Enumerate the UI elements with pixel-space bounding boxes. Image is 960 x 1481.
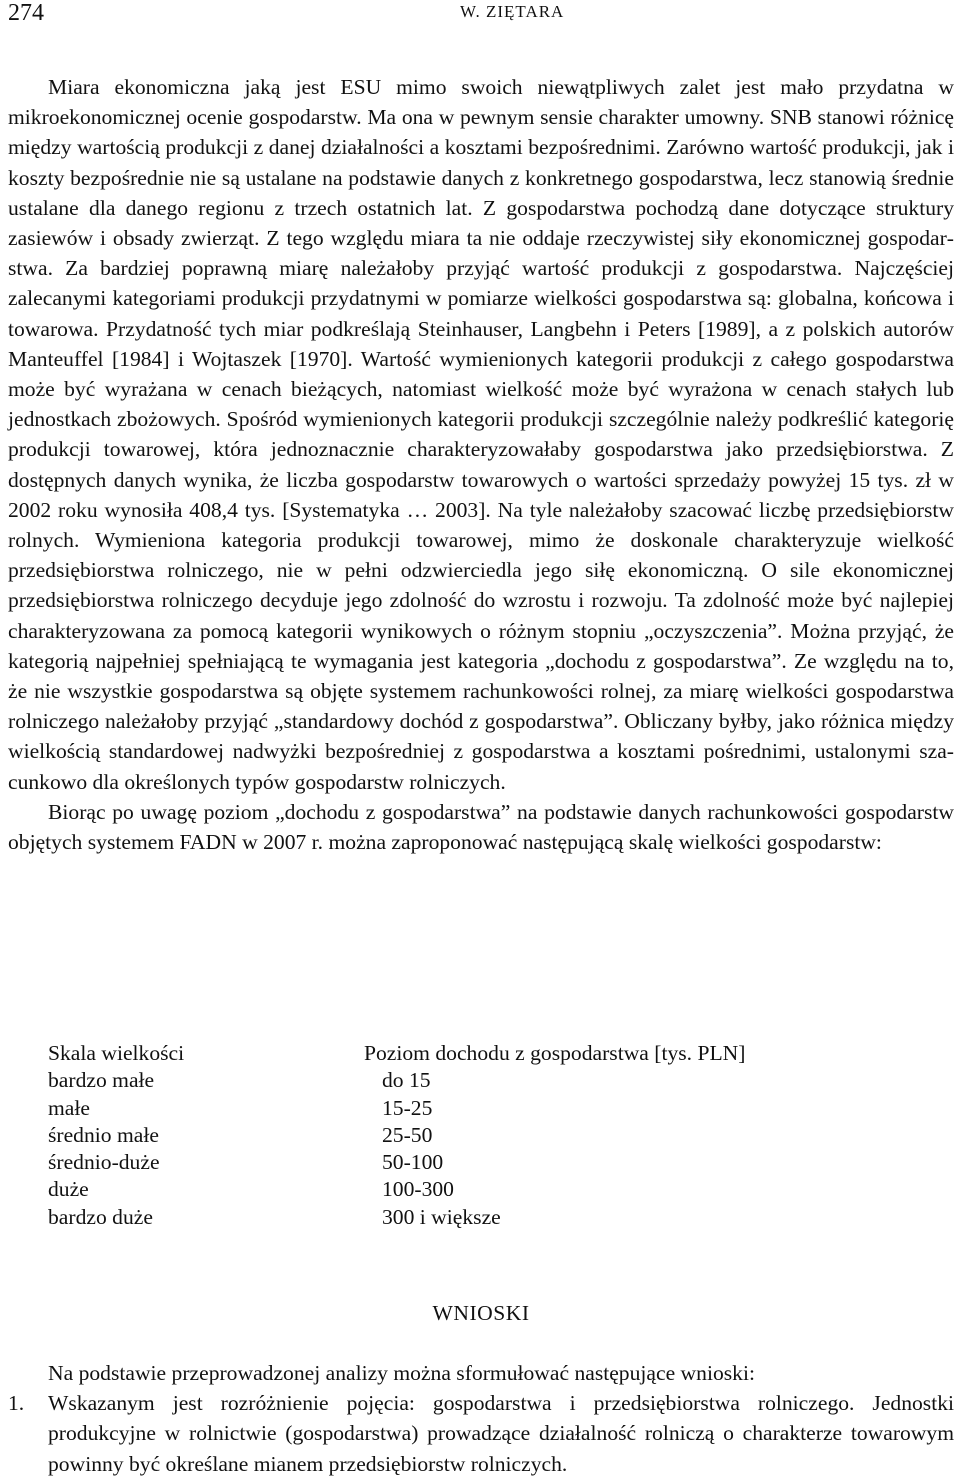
paragraph-esu-discussion: Miara ekonomiczna jaką jest ESU mimo swoich niewątpliwych zalet jest mało przydatna w mikroekonomicznej ocenie gospodarstw. Ma ona w pewnym sensie charakter umowny. SNB stanowi różnicę między wartością produkcji z danej działalności a kosztami bezpośrednimi. Zarówno wartość produkcji, jak i koszty bezpośrednie nie są ustalane na podstawie danych z konkretnego gospodarstwa, lecz stanowią średnie ustalane dla danego regionu z trzech ostatnich lat. Z gospodarstwa pochodzą dane dotyczące struktury zasiewów i obsady zwierząt. Z tego względu miara ta nie oddaje rzeczywistej siły ekonomicznej gospodarstwa. Za bardziej poprawną miarę należałoby przyjąć wartość produkcji z gospodarstwa. Najczęściej zalecanymi kategoriami produkcji przydatnymi w pomiarze wielkości gospodarstwa są: globalna, końcowa i towarowa. Przydatność tych miar podkreślają Steinhauser, Langbehn i Peters [1989], a z polskich autorów Manteuffel [1984] i Wojtaszek [1970]. Wartość wymienionych kategorii produkcji z całego gospodarstwa może być wyrażana w cenach bieżących, natomiast wielkość może być wyrażona w cenach stałych lub jednostkach zbożowych. Spośród wymienionych kategorii produkcji szczególnie należy podkreślić kategorię produkcji towarowej, która jednoznacznie charakteryzowałaby gospodarstwa jako przedsiębiorstwa. Z dostępnych danych wynika, że liczba gospodarstw towarowych o wartości sprzedaży powyżej 15 tys. zł w 2002 roku wynosiła 408,4 tys. [Systematyka … 2003]. Na tyle należałoby szacować liczbę przedsiębiorstw rolnych. Wymieniona kategoria produkcji towarowej, mimo że doskonale charakteryzuje wielkość przedsiębiorstwa rolniczego, nie w pełni odzwierciedla jego siłę ekonomiczną. O sile ekonomicznej przedsiębiorstwa rolniczego decyduje jego zdolność do wzrostu i rozwoju. Ta zdolność może być najlepiej charakteryzowana za pomocą kategorii wynikowych o różnym stopniu „oczyszczenia”. Można przyjąć, że kategorią najpełniej spełniającą te wymagania jest kategoria „dochodu z gospodarstwa”. Ze względu na to, że nie wszystkie gospodarstwa są objęte systemem rachunkowości rolnej, za miarę wielkości gospodarstwa rolniczego należałoby przyjąć „standardowy dochód z gospodarstwa”. Obliczany byłby, jako różnica między wielkością standardowej nadwyżki bezpośredniej z gospodarstwa a kosztami pośrednimi, ustalonymi szacunkowo dla określonych typów gospodarstw rolniczych. xyxy=(8,75,954,794)
size-scale-table xyxy=(48,1040,868,1231)
table-cell-income: 50-100 xyxy=(382,1150,444,1175)
table-cell-size: małe xyxy=(48,1095,90,1120)
table-cell-income: 100-300 xyxy=(382,1177,454,1202)
table-cell-size: bardzo duże xyxy=(48,1204,153,1229)
page-header xyxy=(8,0,954,30)
table-cell-size: średnio małe xyxy=(48,1122,159,1147)
list-item-text: Wskazanym jest rozróżnienie pojęcia: gospodarstwa i przedsiębiorstwa rolniczego. Jednostki produkcyjne w rolnictwie (gospodarstwa) prowadzące działalność rolniczą o charakterze towarowym powinny być określane mianem przedsiębiorstw rolniczych. xyxy=(48,1391,954,1476)
list-item-number: 1. xyxy=(8,1391,25,1416)
table-cell-income: 300 i większe xyxy=(382,1204,501,1229)
page-number: 274 xyxy=(8,0,44,26)
table-row xyxy=(48,1176,868,1203)
table-row xyxy=(48,1122,868,1149)
table-row xyxy=(48,1095,868,1122)
table-cell-income: 15-25 xyxy=(382,1095,433,1120)
table-row xyxy=(48,1149,868,1176)
table-cell-income: 25-50 xyxy=(382,1122,433,1147)
document-page xyxy=(8,0,954,1481)
table-row xyxy=(48,1204,868,1231)
section-title-conclusions: WNIOSKI xyxy=(432,1301,530,1325)
table-cell-size: bardzo małe xyxy=(48,1068,155,1093)
conclusions-list xyxy=(8,1388,954,1479)
list-item xyxy=(8,1388,954,1479)
body-text xyxy=(8,72,954,857)
conclusions-section xyxy=(8,1358,954,1479)
table-header-row xyxy=(48,1040,868,1067)
table-header-scale: Skala wielkości xyxy=(48,1041,185,1065)
table-cell-size: duże xyxy=(48,1177,89,1202)
paragraph-proposed-scale-intro: Biorąc po uwagę poziom „dochodu z gospodarstwa” na podstawie danych rachunkowości gospodarstw objętych systemem FADN w 2007 r. można zaproponować następującą skalę wielkości gospodarstw: xyxy=(8,799,954,855)
conclusions-intro: Na podstawie przeprowadzonej analizy można sformułować następujące wnioski: xyxy=(48,1361,755,1385)
table-row xyxy=(48,1067,868,1094)
table-cell-size: średnio-duże xyxy=(48,1150,160,1175)
table-header-income: Poziom dochodu z gospodarstwa [tys. PLN] xyxy=(364,1041,746,1065)
table-cell-income: do 15 xyxy=(382,1068,431,1093)
running-head: W. ZIĘTARA xyxy=(460,2,565,21)
